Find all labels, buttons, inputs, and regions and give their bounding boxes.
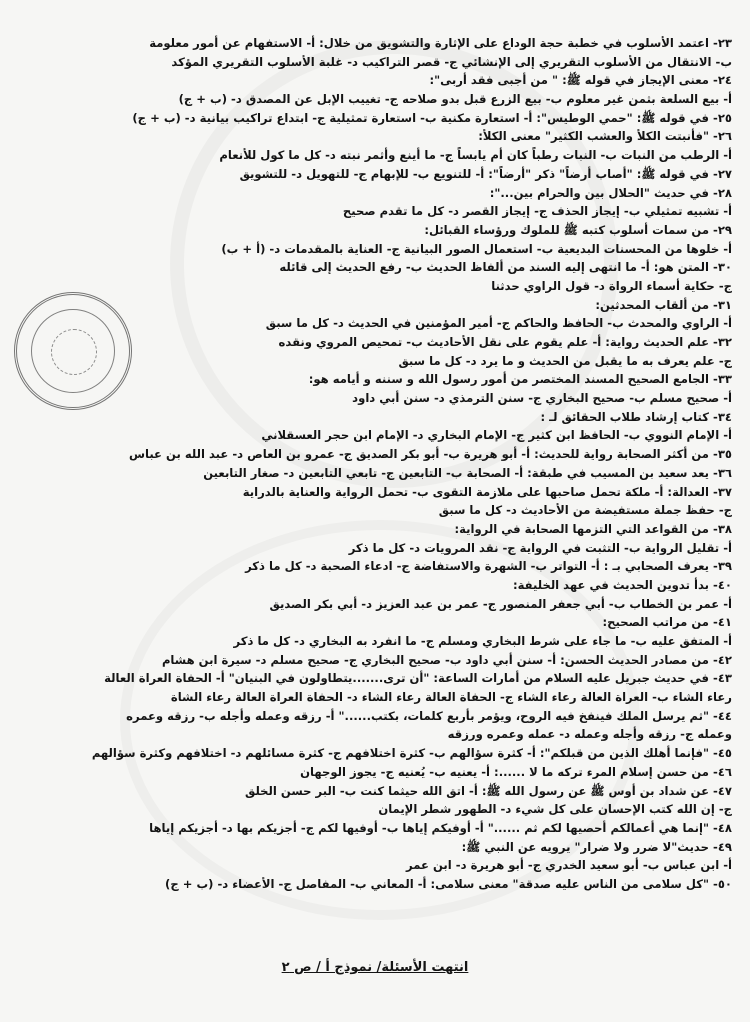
question-line: أ- الرطب من النبات ب- النبات رطباً كان أم يابساً ج- ما أينع وأثمر نبته د- كل ما كول للأنعام: [219, 148, 732, 163]
question-line: أ- المتفق عليه ب- ما جاء على شرط البخاري ومسلم ج- ما انفرد به البخاري د- كل ما ذكر: [233, 634, 732, 648]
question-line: ٢٣- اعتمد الأسلوب في خطبة حجة الوداع على الإثارة والتشويق من خلال: أ- الاستفهام عن أمور معلومة: [149, 36, 732, 50]
question-line: ٢٤- معنى الإيجاز في قوله ﷺ: " من أجبى فقد أربى":: [429, 73, 732, 88]
question-line: ٣١- من ألقاب المحدثين:: [595, 297, 732, 312]
question-line: أ- الراوي والمحدث ب- الحافظ والحاكم ج- أمير المؤمنين في الحديث د- كل ما سبق: [265, 316, 732, 331]
question-line: ٢٦- "فأنبتت الكلأ والعشب الكثير" معنى الكلأ:: [478, 129, 732, 144]
question-line: ٢٧- في قوله ﷺ: "أصاب أرضاً" ذكر "أرضاً": أ- للتنويع ب- للإبهام ج- للتهويل د- للتشويق: [239, 166, 732, 181]
question-line: ٤٩- حديث"لا ضرر ولا ضرار" يرويه عن النبي ﷺ:: [461, 839, 732, 854]
question-line: أ- بيع السلعة بثمن غير معلوم ب- بيع الزرع قبل بدو صلاحه ج- تغييب الإبل عن المصدق د- (ب + ج): [178, 92, 732, 107]
question-line: ٤٢- من مصادر الحديث الحسن: أ- سنن أبي داود ب- صحيح البخاري ج- صحيح مسلم د- سيرة ابن هشام: [161, 652, 732, 667]
question-line: ٤٤- "ثم يرسل الملك فينفخ فيه الروح، ويؤمر بأربع كلمات، بكتب......" أ- رزقه وعمله وأجله ب- رزقه وعمره: [126, 708, 732, 723]
question-line: ج- حفظ جملة مستفيضة من الأحاديث د- كل ما سبق: [438, 503, 732, 518]
question-line: ٣٩- يعرف الصحابي بـ : أ- التواتر ب- الشهرة والاستفاضة ج- ادعاء الصحبة د- كل ما ذكر: [245, 559, 732, 574]
question-line: أ- تشبيه تمثيلي ب- إيجاز الحذف ج- إيجاز القصر د- كل ما تقدم صحيح: [342, 204, 732, 219]
question-line: ٤١- من مراتب الصحيح:: [602, 615, 732, 630]
question-line: ٣٧- العدالة: أ- ملكة تحمل صاحبها على ملازمة التقوى ب- تحمل الرواية والعناية بالدراية: [242, 484, 732, 499]
question-line: ٤٣- في حديث جبريل عليه السلام من أمارات الساعة: "أن ترى.......يتطاولون في البنيان" أ- الحفاة العراة العالة: [104, 671, 732, 686]
question-line: ج- إن الله كتب الإحسان على كل شيء د- الطهور شطر الإيمان: [378, 802, 732, 817]
question-line: أ- خلوها من المحسنات البديعية ب- استعمال الصور البيانية ج- العناية بالمقدمات د- (أ + ب): [221, 241, 732, 256]
question-line: ٢٨- في حديث "الحلال بين والحرام بين...":: [489, 185, 732, 200]
question-line: رعاء الشاء ب- العراة العالة رعاء الشاء ج- الحفاة العالة رعاء الشاء د- الحفاة العراة العالة رعاء الشاة: [170, 690, 732, 705]
question-line: ٥٠- "كل سلامى من الناس عليه صدقة" معنى سلامى: أ- المعاني ب- المفاصل ج- الأعضاء د- (ب + ج): [165, 876, 732, 891]
question-line: أ- ابن عباس ب- أبو سعيد الخدري ج- أبو هريرة د- ابن عمر: [406, 858, 732, 873]
questions-list: [22, 34, 732, 894]
question-line: ٤٥- "فإنما أهلك الذين من قبلكم": أ- كثرة سؤالهم ب- كثرة اختلافهم ج- كثرة مسائلهم د- اختلافهم وكثرة سؤالهم: [91, 746, 732, 761]
question-line: ٣٢- علم الحديث رواية: أ- علم يقوم على نقل الأحاديث ب- تمحيص المروي ونقده: [278, 335, 732, 349]
question-line: وعمله ج- رزقه وأجله وعمله د- عمله وعمره ورزقه: [447, 727, 732, 742]
question-line: أ- عمر بن الخطاب ب- أبي جعفر المنصور ج- عمر بن عبد العزيز د- أبي بكر الصديق: [269, 596, 732, 611]
question-line: أ- تقليل الرواية ب- التثبت في الرواية ج- نقد المرويات د- كل ما ذكر: [348, 540, 732, 555]
page-footer: [0, 960, 750, 975]
question-line: أ- صحيح مسلم ب- صحيح البخاري ج- سنن الترمذي د- سنن أبي داود: [352, 391, 732, 406]
question-line: ج- علم يعرف به ما يقبل من الحديث و ما يرد د- كل ما سبق: [398, 353, 732, 368]
question-line: ٢٥- في قوله ﷺ: "حمي الوطيس": أ- استعارة مكنية ب- استعارة تمثيلية ج- ابتداع تراكيب بيانية د- (ب + ج): [132, 110, 732, 125]
footer-text: انتهت الأسئلة/ نموذج أ / ص ٢: [281, 960, 469, 975]
question-line: ٣٣- الجامع الصحيح المسند المختصر من أمور رسول الله و سننه و أيامه هو:: [308, 372, 732, 387]
question-line: ب- الانتقال من الأسلوب التقريري إلى الإنشائي ج- قصر التراكيب د- غلبة الأسلوب التقريري المؤكد: [171, 54, 732, 69]
question-line: ٤٧- عن شداد بن أوس ﷺ عن رسول الله ﷺ: أ- اتق الله حيثما كنت ب- البر حسن الخلق: [245, 783, 732, 798]
question-line: ٢٩- من سمات أسلوب كتبه ﷺ للملوك ورؤساء القبائل:: [424, 222, 732, 237]
question-line: ٤٦- من حسن إسلام المرء تركه ما لا ......: أ- يعنيه ب- يُعنيه ج- يجوز الوجهان: [300, 764, 732, 779]
question-line: ٣٠- المتن هو: أ- ما انتهى إليه السند من ألفاظ الحديث ب- رفع الحديث إلى قائله: [279, 260, 732, 275]
question-line: ٣٦- يعد سعيد بن المسيب في طبقة: أ- الصحابة ب- التابعين ج- تابعي التابعين د- صغار التابعين: [203, 465, 732, 480]
question-line: ٤٨- "إنما هي أعمالكم أحصيها لكم ثم ......" أ- أوفيكم إياها ب- أوفيها لكم ج- أجزيكم بها د- أجزيكم إياها: [149, 820, 732, 835]
question-line: ٤٠- بدأ تدوين الحديث في عهد الخليفة:: [512, 577, 732, 592]
question-line: أ- الإمام النووي ب- الحافظ ابن كثير ج- الإمام البخاري د- الإمام ابن حجر العسقلاني: [261, 428, 732, 443]
question-line: ٣٤- كتاب إرشاد طلاب الحقائق لـ :: [540, 409, 732, 424]
question-line: ٣٨- من القواعد التي التزمها الصحابة في الرواية:: [454, 521, 732, 536]
question-line: ٣٥- من أكثر الصحابة رواية للحديث: أ- أبو هريرة ب- أبو بكر الصديق ج- عمرو بن العاص د- عبد الله بن عباس: [128, 447, 732, 462]
question-line: ج- حكاية أسماء الرواة د- قول الراوي حدثنا: [491, 278, 732, 293]
